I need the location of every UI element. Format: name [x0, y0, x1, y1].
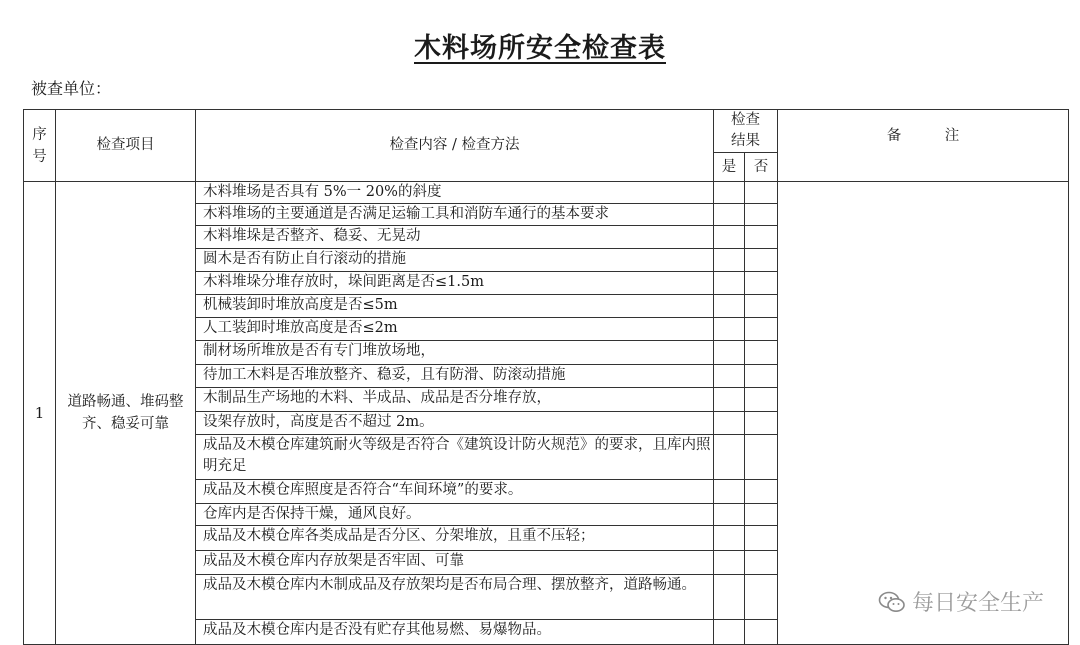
result-no-cell[interactable] — [745, 550, 778, 574]
result-no-cell[interactable] — [745, 341, 778, 365]
result-no-cell[interactable] — [745, 619, 778, 644]
result-yes-cell[interactable] — [714, 295, 745, 318]
check-content: 木制品生产场地的木料、半成品、成品是否分堆存放， — [196, 387, 714, 411]
result-no-cell[interactable] — [745, 574, 778, 619]
result-yes-cell[interactable] — [714, 619, 745, 644]
result-yes-cell[interactable] — [714, 503, 745, 525]
header-note: 备 注 — [778, 110, 1069, 182]
result-no-cell[interactable] — [745, 525, 778, 550]
check-content: 人工装卸时堆放高度是否≤2m — [196, 318, 714, 341]
check-content: 仓库内是否保持干燥，通风良好。 — [196, 503, 714, 525]
header-seq: 序号 — [24, 110, 56, 182]
check-content: 成品及木模仓库内木制成品及存放架均是否布局合理、摆放整齐，道路畅通。 — [196, 574, 714, 619]
wechat-icon — [878, 590, 906, 614]
result-no-cell[interactable] — [745, 503, 778, 525]
result-yes-cell[interactable] — [714, 272, 745, 295]
check-content: 成品及木模仓库内存放架是否牢固、可靠 — [196, 550, 714, 574]
check-content: 制材场所堆放是否有专门堆放场地， — [196, 341, 714, 365]
inspected-unit-label: 被查单位： — [31, 79, 112, 98]
watermark: 每日安全生产 — [878, 586, 1044, 617]
result-yes-cell[interactable] — [714, 434, 745, 479]
result-yes-cell[interactable] — [714, 318, 745, 341]
check-content: 机械装卸时堆放高度是否≤5m — [196, 295, 714, 318]
result-yes-cell[interactable] — [714, 525, 745, 550]
result-no-cell[interactable] — [745, 182, 778, 204]
header-result: 检查结果 — [714, 110, 778, 153]
result-no-cell[interactable] — [745, 434, 778, 479]
result-no-cell[interactable] — [745, 204, 778, 226]
row-seq: 1 — [24, 182, 56, 645]
check-item: 道路畅通、堆码整齐、稳妥可靠 — [56, 182, 196, 645]
inspection-table — [23, 109, 1069, 645]
result-no-cell[interactable] — [745, 295, 778, 318]
check-content: 成品及木模仓库内是否没有贮存其他易燃、易爆物品。 — [196, 619, 714, 644]
result-no-cell[interactable] — [745, 318, 778, 341]
result-yes-cell[interactable] — [714, 204, 745, 226]
result-no-cell[interactable] — [745, 272, 778, 295]
result-yes-cell[interactable] — [714, 550, 745, 574]
check-content: 成品及木模仓库各类成品是否分区、分架堆放，且重不压轻； — [196, 525, 714, 550]
check-content: 木料堆场的主要通道是否满足运输工具和消防车通行的基本要求 — [196, 204, 714, 226]
check-content: 成品及木模仓库建筑耐火等级是否符合《建筑设计防火规范》的要求，且库内照明充足 — [196, 434, 714, 479]
result-no-cell[interactable] — [745, 479, 778, 503]
result-yes-cell[interactable] — [714, 341, 745, 365]
page-title: 木料场所安全检查表 — [414, 33, 666, 64]
result-yes-cell[interactable] — [714, 249, 745, 272]
check-content: 木料堆场是否具有 5%一 20%的斜度 — [196, 182, 714, 204]
header-yes: 是 — [714, 153, 745, 182]
result-yes-cell[interactable] — [714, 411, 745, 434]
note-cell[interactable] — [778, 182, 1069, 645]
result-no-cell[interactable] — [745, 249, 778, 272]
result-yes-cell[interactable] — [714, 365, 745, 387]
result-yes-cell[interactable] — [714, 226, 745, 249]
result-yes-cell[interactable] — [714, 182, 745, 204]
result-no-cell[interactable] — [745, 365, 778, 387]
header-no: 否 — [745, 153, 778, 182]
result-no-cell[interactable] — [745, 387, 778, 411]
check-content: 木料堆垛分堆存放时，垛间距离是否≤1.5m — [196, 272, 714, 295]
result-no-cell[interactable] — [745, 226, 778, 249]
check-content: 成品及木模仓库照度是否符合“车间环境”的要求。 — [196, 479, 714, 503]
check-content: 木料堆垛是否整齐、稳妥、无晃动 — [196, 226, 714, 249]
result-no-cell[interactable] — [745, 411, 778, 434]
check-content: 圆木是否有防止自行滚动的措施 — [196, 249, 714, 272]
result-yes-cell[interactable] — [714, 387, 745, 411]
check-content: 设架存放时，高度是否不超过 2m。 — [196, 411, 714, 434]
header-content: 检查内容 / 检查方法 — [196, 110, 714, 182]
table-row — [24, 182, 1069, 204]
header-item: 检查项目 — [56, 110, 196, 182]
result-yes-cell[interactable] — [714, 479, 745, 503]
result-yes-cell[interactable] — [714, 574, 745, 619]
check-content: 待加工木料是否堆放整齐、稳妥，且有防滑、防滚动措施 — [196, 365, 714, 387]
